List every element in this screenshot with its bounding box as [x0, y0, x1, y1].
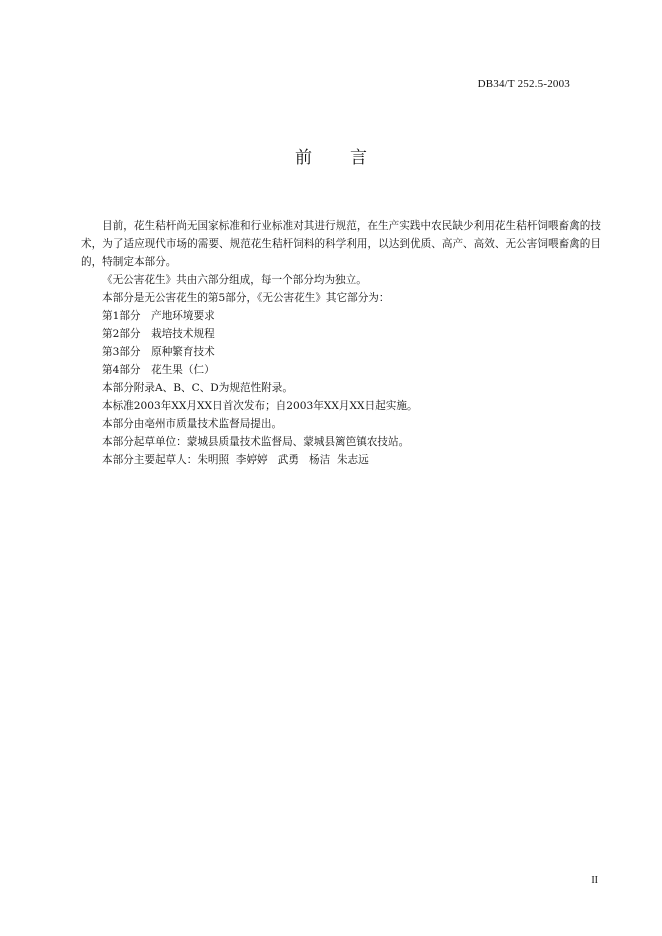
- text-line: 本部分附录A、B、C、D为规范性附录。: [102, 382, 293, 394]
- title-char-1: 前: [295, 148, 312, 168]
- text-line: 本标准2003年XX月XX日首次发布；自2003年XX月XX日起实施。: [102, 400, 418, 412]
- page-number: II: [591, 875, 598, 886]
- text-line: 本部分是无公害花生的第5部分，《无公害花生》其它部分为：: [102, 292, 390, 304]
- drafters-line: 本部分主要起草人：朱明照 李婷婷 武勇 杨洁 朱志远: [102, 454, 369, 466]
- text-line: 《无公害花生》共由六部分组成，每一个部分均为独立。: [102, 274, 367, 286]
- part-list-item: 第2部分 栽培技术规程: [102, 328, 215, 340]
- intro-paragraph: 目前，花生秸杆尚无国家标准和行业标准对其进行规范，在生产实践中农民缺少利用花生秸杆饲喂畜禽的技术，为了适应现代市场的需要、规范花生秸杆饲料的科学利用，以达到优质、高产、高效、无公害饲喂畜禽的目的，特制定本部分。: [81, 220, 601, 268]
- part-list-item: 第1部分 产地环境要求: [102, 310, 215, 322]
- part-list-item: 第4部分 花生果（仁）: [102, 364, 215, 376]
- part-list-item: 第3部分 原种繁育技术: [102, 346, 215, 358]
- title-char-2: 言: [350, 148, 367, 168]
- text-line: 本部分由亳州市质量技术监督局提出。: [102, 418, 283, 430]
- page-title: [0, 143, 662, 168]
- text-line: 本部分起草单位：蒙城县质量技术监督局、蒙城县篱笆镇农技站。: [102, 436, 410, 448]
- foreword-body: [81, 217, 601, 469]
- standard-code: DB34/T 252.5-2003: [477, 78, 570, 90]
